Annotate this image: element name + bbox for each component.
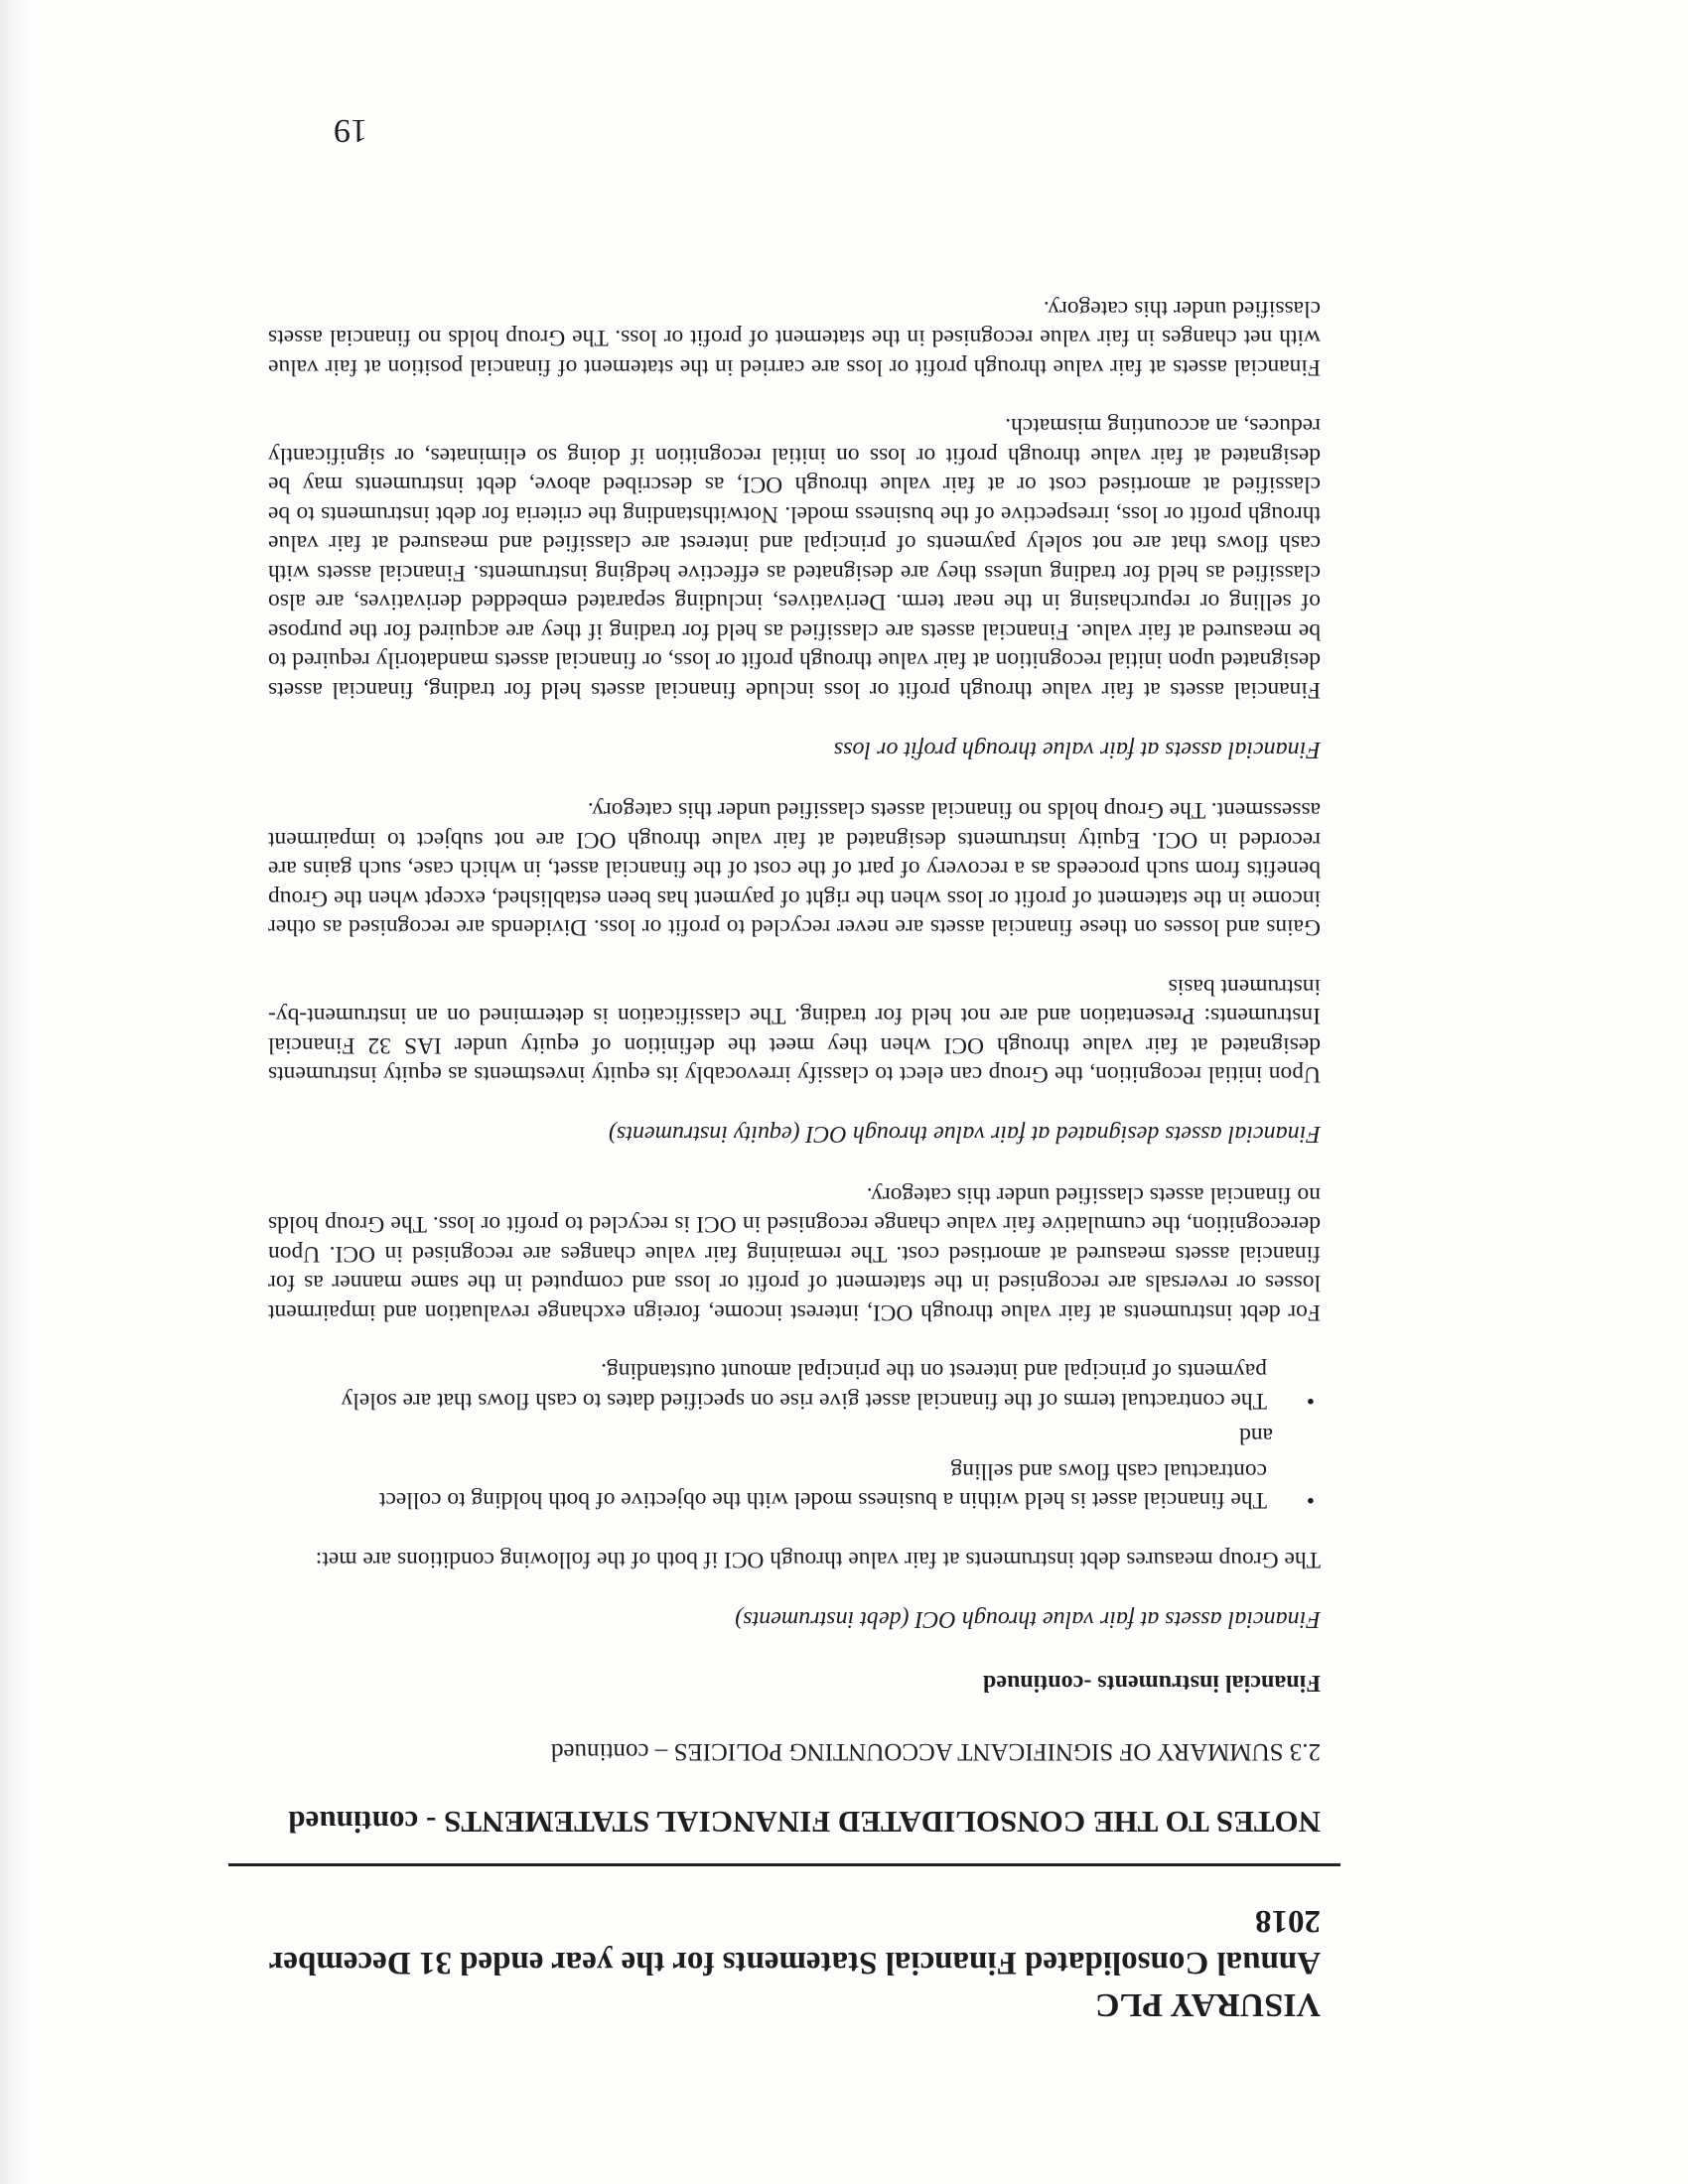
page-number: 19 bbox=[334, 112, 367, 149]
debt-intro-paragraph: The Group measures debt instruments at fair value through OCI if both of the following conditions are met: bbox=[315, 1547, 1321, 1572]
equity-paragraph-2: Gains and losses on these financial assets are never recycled to profit or loss. Dividends are recognised as other income in the statement of profit or loss when the right of payment has been established, except when the Group benefits from such proceeds as a recovery of part of the cost of the financial asset, in which case, such gains are recorded in OCI. Equity instruments designated at fair value through OCI are not subject to impairment assessment. The Group holds no financial assets classified under this category. bbox=[268, 797, 1321, 941]
subsection-title: Financial instruments -continued bbox=[982, 1670, 1321, 1696]
list-item-text: The contractual terms of the financial asset give rise on specified dates to cash flows that are solely payments of principal and interest on the principal amount outstanding. bbox=[341, 1358, 1267, 1414]
debt-body-paragraph: For debt instruments at fair value through OCI, interest income, foreign exchange revaluation and impairment losses or reversals are recognised in the statement of profit or loss and computed in the same manner as for financial assets measured at amortised cost. The remaining fair value changes are recognised in OCI. Upon derecognition, the cumulative fair value change recognised in OCI is recycled to profit or loss. The Group holds no financial assets classified under this category. bbox=[268, 1182, 1321, 1325]
equity-instruments-heading: Financial assets designated at fair value through OCI (equity instruments) bbox=[608, 1121, 1321, 1148]
header-divider bbox=[228, 1863, 1340, 1866]
bullet-icon: • bbox=[1306, 1388, 1315, 1414]
and-connector: and bbox=[1239, 1423, 1273, 1449]
fvtpl-paragraph-2: Financial assets at fair value through profit or loss are carried in the statement of financial position at fair value with net changes in fair value recognised in the statement of profit or loss. The Group holds no financial assets classified under this category. bbox=[268, 296, 1321, 380]
section-title: 2.3 SUMMARY OF SIGNIFICANT ACCOUNTING POLICIES – continued bbox=[550, 1738, 1321, 1765]
list-item bbox=[268, 1456, 1321, 1515]
list-item-text: The financial asset is held within a business model with the objective of both holding to collect contractual cash flows and selling bbox=[378, 1458, 1267, 1514]
company-name: VISURAY PLC bbox=[1094, 1986, 1321, 2023]
conditions-list bbox=[268, 1356, 1321, 1515]
list-item bbox=[268, 1356, 1321, 1415]
fvtpl-paragraph-1: Financial assets at fair value through profit or loss include financial assets held for trading, financial assets designated upon initial recognition at fair value through profit or loss, or financial assets mandatorily required to be measured at fair value. Financial assets are classified as held for trading if they are acquired for the purpose of selling or repurchasing in the near term. Derivatives, including separated embedded derivatives, are also classified as held for trading unless they are designated as effective hedging instruments. Financial assets with cash flows that are not solely payments of principal and interest are classified and measured at fair value through profit or loss, irrespective of the business model. Notwithstanding the criteria for debt instruments to be classified at amortised cost or at fair value through OCI, as described above, debt instruments may be designated at fair value through profit or loss on initial recognition if doing so eliminates, or significantly reduces, an accounting mismatch. bbox=[268, 413, 1321, 703]
debt-instruments-heading: Financial assets at fair value through OCI (debt instruments) bbox=[735, 1606, 1321, 1632]
equity-paragraph-1: Upon initial recognition, the Group can elect to classify irrevocably its equity investments as equity instruments designated at fair value through OCI when they meet the definition of equity under IAS 32 Financial Instruments: Presentation and are not held for trading. The classification is determined on an instrument-by-instrument basis bbox=[268, 974, 1321, 1088]
notes-title: NOTES TO THE CONSOLIDATED FINANCIAL STATEMENTS - continued bbox=[288, 1805, 1321, 1840]
statement-period: Annual Consolidated Financial Statements for the year ended 31 December 2018 bbox=[269, 1903, 1321, 1980]
page-content bbox=[268, 264, 1321, 2026]
bullet-icon: • bbox=[1306, 1487, 1315, 1514]
fvtpl-heading: Financial assets at fair value through profit or loss bbox=[833, 737, 1321, 762]
